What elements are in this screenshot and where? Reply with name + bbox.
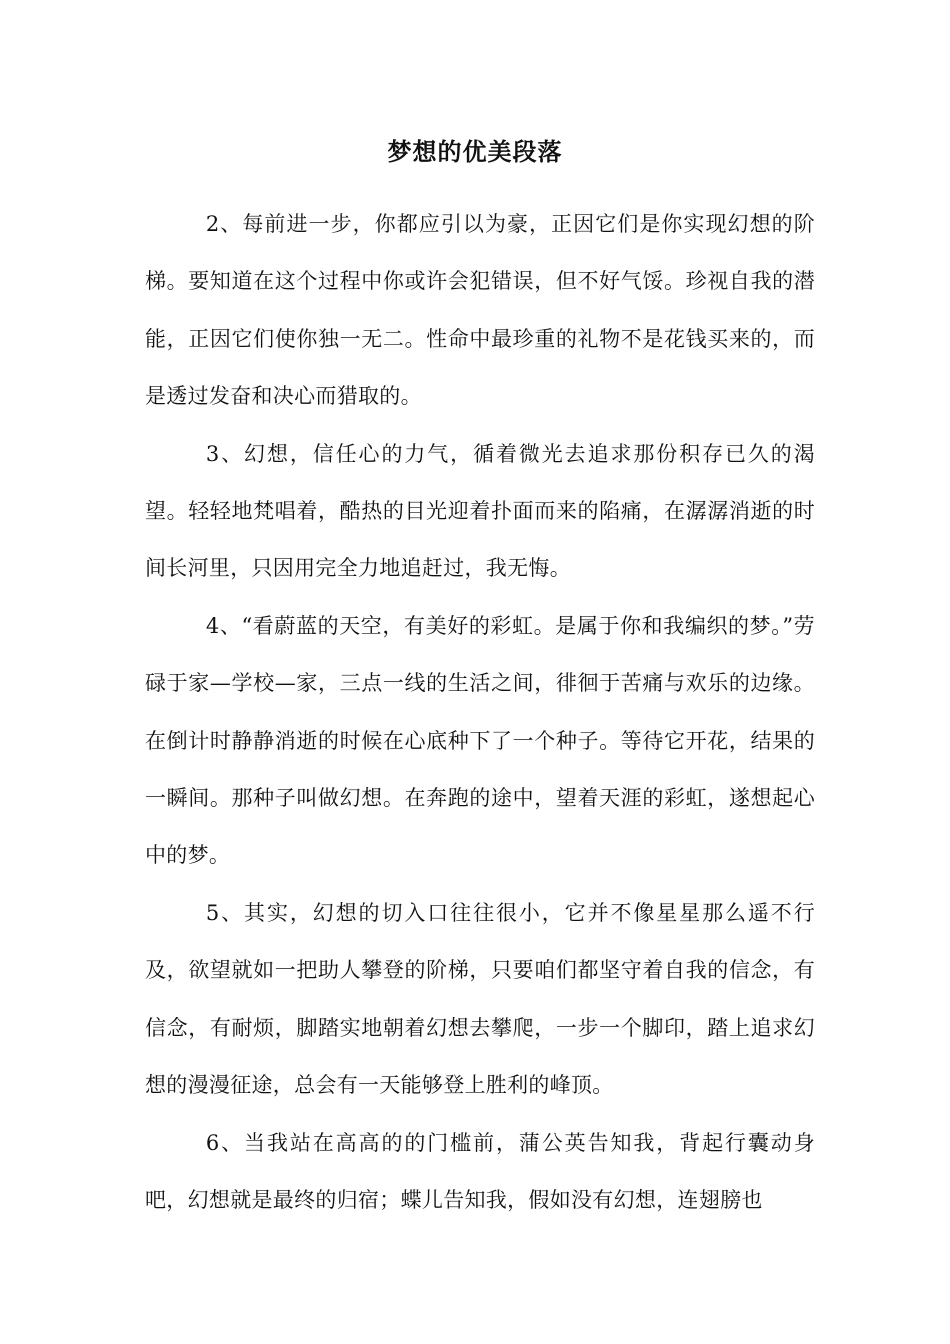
paragraph-3: 3、幻想，信任心的力气，循着微光去追求那份积存已久的渴望。轻轻地梵唱着，酷热的目光迎着扑面而来的陷痛，在潺潺消逝的时间长河里，只因用完全力地追赶过，我无悔。 bbox=[145, 441, 815, 581]
document-title: 梦想的优美段落 bbox=[387, 137, 563, 166]
paragraph-5: 5、其实，幻想的切入口往往很小，它并不像星星那么遥不行及，欲望就如一把助人攀登的阶梯，只要咱们都坚守着自我的信念，有信念，有耐烦，脚踏实地朝着幻想去攀爬，一步一个脚印，踏上追求幻想的漫漫征途，总会有一天能够登上胜利的峰顶。 bbox=[145, 900, 815, 1098]
document-body bbox=[145, 196, 815, 1229]
paragraph-6: 6、当我站在高高的的门槛前，蒲公英告知我，背起行囊动身吧，幻想就是最终的归宿；蝶儿告知我，假如没有幻想，连翅膀也 bbox=[145, 1130, 815, 1212]
paragraph-2: 2、每前进一步，你都应引以为豪，正因它们是你实现幻想的阶梯。要知道在这个过程中你或许会犯错误，但不好气馁。珍视自我的潜能，正因它们使你独一无二。性命中最珍重的礼物不是花钱买来的，而是透过发奋和决心而猎取的。 bbox=[145, 212, 815, 409]
paragraph-4: 4、“看蔚蓝的天空，有美好的彩虹。是属于你和我编织的梦。”劳碌于家—学校—家，三点一线的生活之间，徘徊于苦痛与欢乐的边缘。在倒计时静静消逝的时候在心底种下了一个种子。等待它开花，结果的一瞬间。那种子叫做幻想。在奔跑的途中，望着天涯的彩虹，遂想起心中的梦。 bbox=[145, 613, 815, 868]
